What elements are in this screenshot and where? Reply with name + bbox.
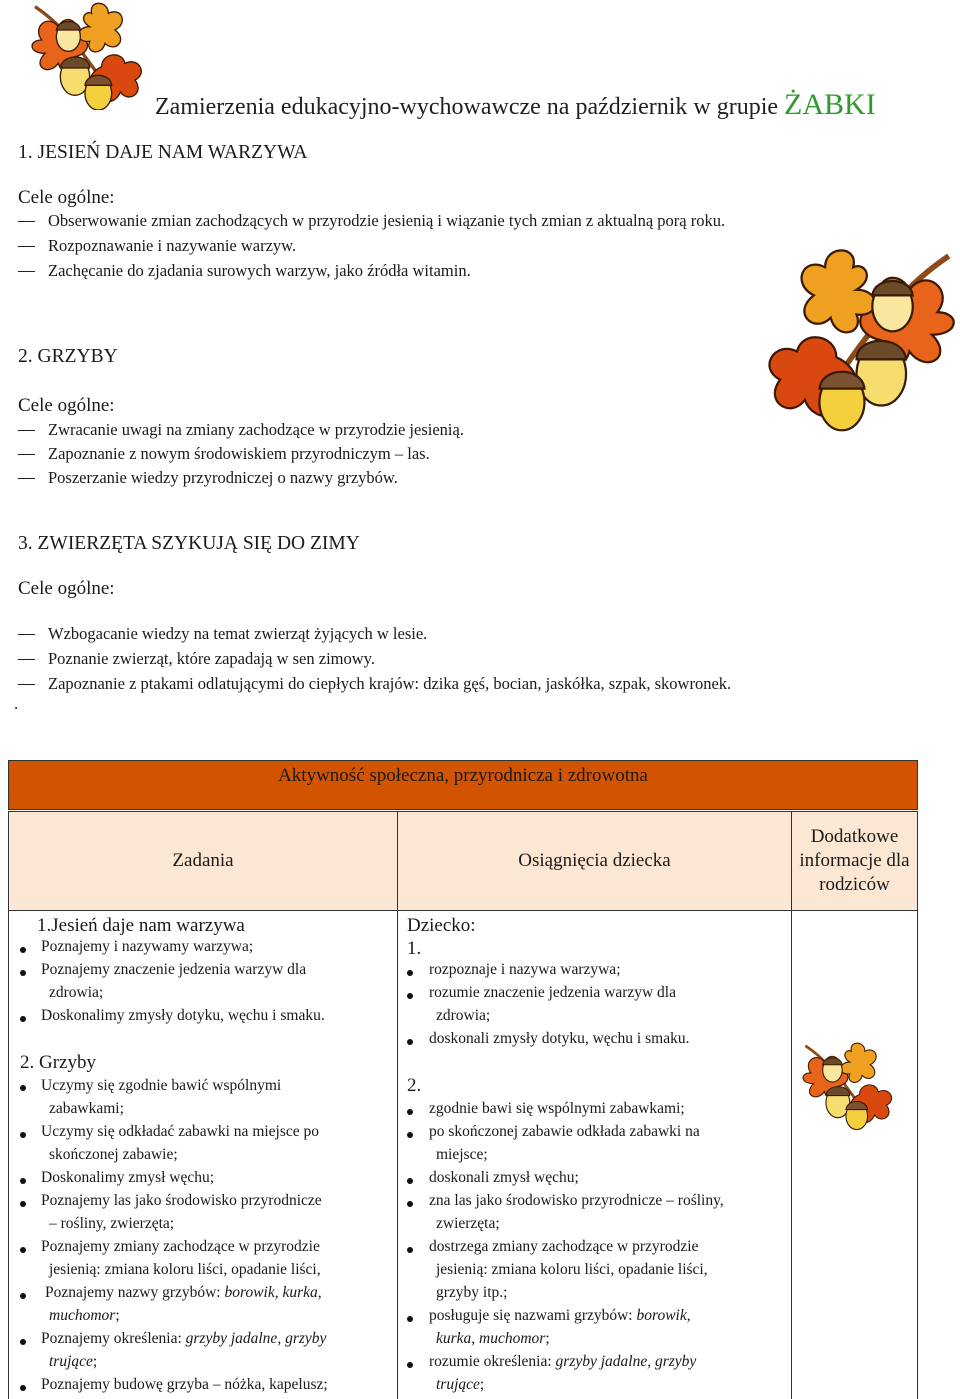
goal-item: Poznanie zwierząt, które zapadają w sen zimowy. [18,648,375,670]
bullet [20,970,26,976]
goal-item: Zachęcanie do zjadania surowych warzyw, jako źródła witamin. [18,260,471,282]
task-item-cont: trujące; [49,1353,98,1370]
achievement-item-cont: trujące; [436,1376,485,1393]
achievement-item-cont: jesienią: zmiana koloru liści, opadanie liści, [436,1261,708,1278]
bullet [20,1085,26,1091]
group-name: ŻABKI [784,88,876,121]
goal-item: Obserwowanie zmian zachodzących w przyrodzie jesienią i wiązanie tych zmian z aktualną porą roku. [18,210,725,232]
task-item: Poznajemy określenia: grzyby jadalne, grzyby [41,1330,327,1347]
info-column [791,911,918,1399]
section-heading: 2. GRZYBY [18,346,118,367]
goal-item: Zapoznanie z ptakami odlatującymi do ciepłych krajów: dzika gęś, bocian, jaskółka, szpak, skowronek. [18,673,731,695]
task-item: Poznajemy zmiany zachodzące w przyrodzie [41,1238,320,1255]
bullet [20,947,26,953]
bullet [407,1132,413,1138]
bullet [407,1201,413,1207]
task-item: Poznajemy las jako środowisko przyrodnicze [41,1192,322,1209]
achievement-item: po skończonej zabawie odkłada zabawki na [429,1123,700,1140]
oak-leaves-acorns-icon [20,0,160,110]
achievement-item-cont: zdrowia; [436,1007,491,1024]
column-header-achievements: Osiągnięcia dziecka [397,811,792,911]
task-item-cont: zdrowia; [49,984,104,1001]
task-item: Uczymy się zgodnie bawić wspólnymi [41,1077,282,1094]
bullet [407,1178,413,1184]
achievements-column [397,911,792,1399]
task-item: Doskonalimy zmysł węchu; [41,1169,215,1186]
task-item: Poznajemy znaczenie jedzenia warzyw dla [41,961,307,978]
achievements-number: 2. [407,1075,422,1096]
achievement-item: dostrzega zmiany zachodzące w przyrodzie [429,1238,699,1255]
achievement-item: zgodnie bawi się wspólnymi zabawkami; [429,1100,685,1117]
goal-item: Zwracanie uwagi na zmiany zachodzące w przyrodzie jesienią. [18,419,464,441]
achievement-item-cont: zwierzęta; [436,1215,500,1232]
bullet [20,1339,26,1345]
column-header-tasks: Zadania [8,811,398,911]
achievement-item: doskonali zmysł węchu; [429,1169,579,1186]
achievements-number: 1. [407,938,422,959]
bullet [20,1016,26,1022]
bullet [407,1247,413,1253]
achievement-item-cont: kurka, muchomor; [436,1330,550,1347]
goal-item: Rozpoznawanie i nazywanie warzyw. [18,235,296,257]
task-item: Poznajemy budowę grzyba – nóżka, kapelusz; [41,1376,328,1393]
task-item-cont: muchomor; [49,1307,120,1324]
task-item: Uczymy się odkładać zabawki na miejsce po [41,1123,320,1140]
goals-label: Cele ogólne: [18,187,115,208]
bullet [20,1293,26,1299]
bullet [407,970,413,976]
achievement-item: zna las jako środowisko przyrodnicze – rośliny, [429,1192,724,1209]
achievement-item: rozumie określenia: grzyby jadalne, grzyby [429,1353,697,1370]
bullet [20,1247,26,1253]
bullet [407,1109,413,1115]
achievement-item: rozumie znaczenie jedzenia warzyw dla [429,984,676,1001]
stray-dot: . [14,694,19,713]
task-item: Doskonalimy zmysły dotyku, węchu i smaku. [41,1007,325,1024]
goal-item: Poszerzanie wiedzy przyrodniczej o nazwy grzybów. [18,467,398,489]
goal-item: Zapoznanie z nowym środowiskiem przyrodniczym – las. [18,443,430,465]
bullet [20,1132,26,1138]
achievement-item: posługuje się nazwami grzybów: borowik, [429,1307,691,1324]
task-item-cont: skończonej zabawie; [49,1146,178,1163]
bullet [407,1316,413,1322]
task-item-cont: zabawkami; [49,1100,124,1117]
goals-label: Cele ogólne: [18,395,115,416]
task-item: Poznajemy i nazywamy warzywa; [41,938,254,955]
achievement-item: rozpoznaje i nazywa warzywa; [429,961,621,978]
achievement-item-cont: grzyby itp.; [436,1284,508,1301]
page-title [155,88,876,122]
section-heading: 3. ZWIERZĘTA SZYKUJĄ SIĘ DO ZIMY [18,533,360,554]
goal-item: Wzbogacanie wiedzy na temat zwierząt żyjących w lesie. [18,623,427,645]
column-header-info: Dodatkowe informacje dla rodziców [791,811,918,911]
tasks-heading: 2. Grzyby [20,1052,96,1073]
bullet [20,1385,26,1391]
bullet [20,1201,26,1207]
tasks-column [8,911,398,1399]
bullet [407,1362,413,1368]
task-item-cont: jesienią: zmiana koloru liści, opadanie liści, [49,1261,321,1278]
tasks-heading: 1.Jesień daje nam warzywa [37,915,245,936]
bullet [407,993,413,999]
bullet [407,1039,413,1045]
achievement-item: doskonali zmysły dotyku, węchu i smaku. [429,1030,690,1047]
title-text: Zamierzenia edukacyjno-wychowawcze na październik w grupie [155,94,785,120]
section-heading: 1. JESIEŃ DAJE NAM WARZYWA [18,142,308,163]
goals-label: Cele ogólne: [18,578,115,599]
bullet [20,1178,26,1184]
achievement-item-cont: miejsce; [436,1146,488,1163]
oak-leaves-acorns-icon [752,240,960,435]
task-item-cont: – rośliny, zwierzęta; [49,1215,175,1232]
task-item: Poznajemy nazwy grzybów: borowik, kurka, [45,1284,322,1301]
table-title: Aktywność społeczna, przyrodnicza i zdrowotna [8,760,918,810]
achievements-heading: Dziecko: [407,915,476,936]
